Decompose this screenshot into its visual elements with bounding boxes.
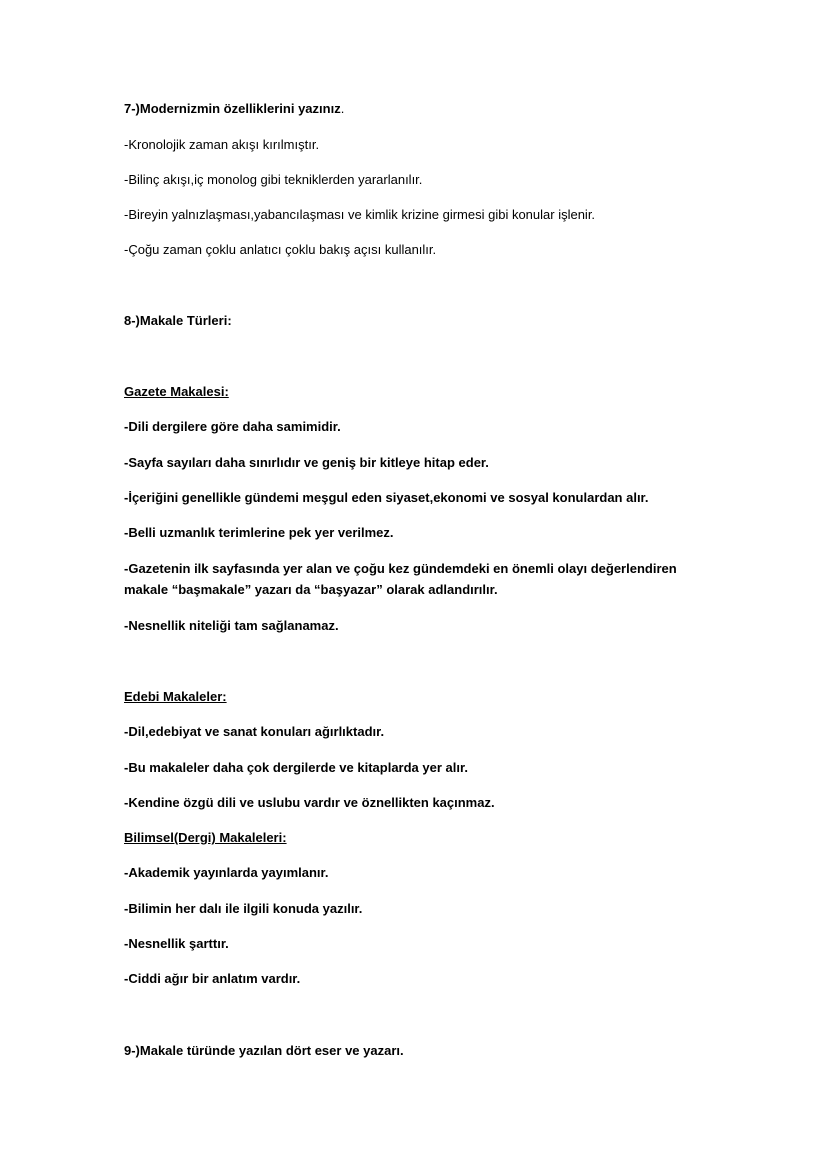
edebi-item-2: -Bu makaleler daha çok dergilerde ve kitaplarda yer alır.: [124, 760, 468, 775]
gazete-item-4: -Belli uzmanlık terimlerine pek yer verilmez.: [124, 525, 394, 540]
bilimsel-item-4: -Ciddi ağır bir anlatım vardır.: [124, 971, 301, 986]
edebi-item-1: -Dil,edebiyat ve sanat konuları ağırlıktadır.: [124, 724, 385, 739]
gazete-item-3: -İçeriğini genellikle gündemi meşgul eden siyaset,ekonomi ve sosyal konulardan alır.: [124, 490, 649, 505]
q7-item-2: -Bilinç akışı,iç monolog gibi tekniklerden yararlanılır.: [124, 172, 423, 187]
bilimsel-heading: Bilimsel(Dergi) Makaleleri:: [124, 830, 287, 845]
question-7-title-dot: .: [340, 101, 345, 116]
question-9-title: 9-)Makale türünde yazılan dört eser ve yazarı.: [124, 1043, 404, 1058]
gazete-item-5: -Gazetenin ilk sayfasında yer alan ve çoğu kez gündemdeki en önemli olayı değerlendiren makale “başmakale” yazarı da “başyazar” olarak adlandırılır.: [124, 561, 677, 597]
bilimsel-item-3: -Nesnellik şarttır.: [124, 936, 229, 951]
gazete-item-2: -Sayfa sayıları daha sınırlıdır ve geniş bir kitleye hitap eder.: [124, 455, 489, 470]
edebi-item-3: -Kendine özgü dili ve uslubu vardır ve öznellikten kaçınmaz.: [124, 795, 495, 810]
edebi-heading: Edebi Makaleler:: [124, 689, 227, 704]
bilimsel-item-1: -Akademik yayınlarda yayımlanır.: [124, 865, 329, 880]
question-7-title-text: 7-)Modernizmin özelliklerini yazınız: [124, 101, 341, 116]
gazete-item-6: -Nesnellik niteliği tam sağlanamaz.: [124, 618, 339, 633]
q7-item-4: -Çoğu zaman çoklu anlatıcı çoklu bakış açısı kullanılır.: [124, 242, 437, 257]
question-7-title: [124, 101, 344, 117]
bilimsel-item-2: -Bilimin her dalı ile ilgili konuda yazılır.: [124, 901, 363, 916]
gazete-item-1: -Dili dergilere göre daha samimidir.: [124, 419, 341, 434]
question-8-title: 8-)Makale Türleri:: [124, 313, 232, 328]
gazete-heading: Gazete Makalesi:: [124, 384, 229, 399]
q7-item-1: -Kronolojik zaman akışı kırılmıştır.: [124, 137, 320, 152]
q7-item-3: -Bireyin yalnızlaşması,yabancılaşması ve kimlik krizine girmesi gibi konular işlenir.: [124, 207, 596, 222]
